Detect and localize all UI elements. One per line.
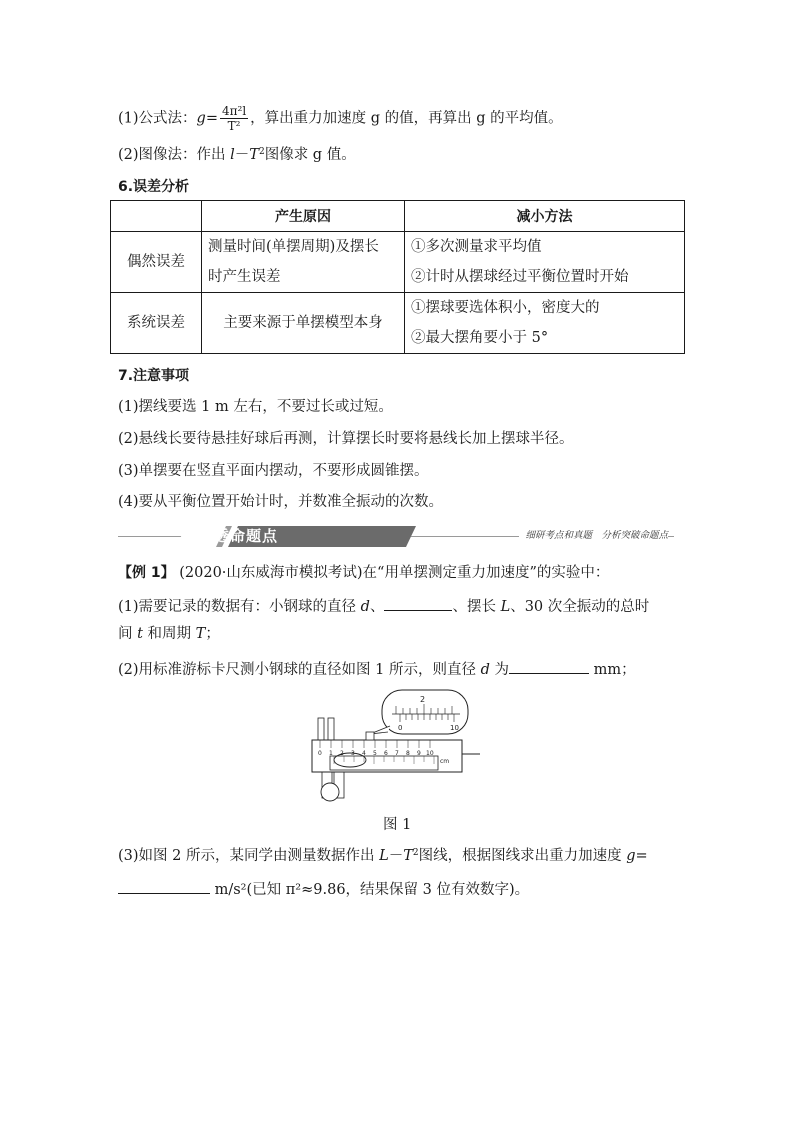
- main-scale-label: 0: [318, 750, 322, 757]
- main-scale-label: 6: [384, 750, 388, 757]
- error-type-cell: 偶然误差: [111, 232, 202, 293]
- table-row: [111, 293, 685, 354]
- zoom-bottom-label: 10: [450, 724, 459, 732]
- table-header-cell: 减小方法: [405, 201, 685, 232]
- main-scale-label: 8: [406, 750, 410, 757]
- example-label: 【例 1】: [118, 565, 175, 581]
- answer-blank-2[interactable]: [509, 657, 589, 674]
- example-intro-line: 【例 1】 (2020·山东威海市模拟考试)在“用单摆测定重力加速度”的实验中：: [118, 565, 610, 581]
- section-banner: [118, 523, 674, 549]
- answer-blank-3[interactable]: [118, 877, 210, 894]
- main-scale-label: 3: [351, 750, 355, 757]
- error-cause-cell: 主要来源于单摆模型本身: [202, 293, 405, 354]
- answer-blank-1[interactable]: [384, 594, 452, 611]
- graph-method-line: (2)图像法：作出 $l-T^2$图像求 g 值。: [118, 147, 356, 163]
- error-remedy-cell: ①摆球要选体积小，密度大的 ②最大摆角要小于 5°: [405, 293, 685, 354]
- main-scale-label: 9: [417, 750, 421, 757]
- unit-label: cm: [440, 758, 450, 765]
- error-type-cell: 系统误差: [111, 293, 202, 354]
- zoom-top-label: 2: [420, 695, 426, 704]
- question-3-line: (3)如图 2 所示，某同学由测量数据作出 $L-T^2$图线，根据图线求出重力加速度 g=: [118, 848, 648, 864]
- main-scale-label: 5: [373, 750, 377, 757]
- table-row: [111, 232, 685, 293]
- banner-title: 研透命题点: [198, 527, 279, 545]
- table-header-cell: 产生原因: [202, 201, 405, 232]
- error-analysis-table: [110, 200, 685, 354]
- question-1-line-2: 间 t 和周期 T；: [118, 626, 220, 642]
- list-item: (1)摆线要选 1 m 左右，不要过长或过短。: [118, 399, 393, 415]
- main-scale-label: 1: [329, 750, 333, 757]
- main-scale-label: 4: [362, 750, 366, 757]
- main-scale-label: 10: [426, 750, 434, 757]
- table-header-cell: [111, 201, 202, 232]
- vernier-caliper-figure: [300, 688, 500, 808]
- question-3-line-2: m/s²(已知 π²≈9.86，结果保留 3 位有效数字)。: [118, 877, 529, 900]
- error-cause-cell: 测量时间(单摆周期)及摆长 时产生误差: [202, 232, 405, 293]
- error-remedy-cell: ①多次测量求平均值 ②计时从摆球经过平衡位置时开始: [405, 232, 685, 293]
- zoom-bottom-label: 0: [398, 724, 403, 732]
- question-1-line: (1)需要记录的数据有：小钢球的直径 d、 、摆长 L、30 次全振动的总时: [118, 594, 649, 617]
- main-scale-label: 2: [340, 750, 344, 757]
- list-item: (2)悬线长要待悬挂好球后再测，计算摆长时要将悬线长加上摆球半径。: [118, 431, 574, 447]
- main-scale-label: 7: [395, 750, 399, 757]
- question-2-line: (2)用标准游标卡尺测小钢球的直径如图 1 所示，则直径 d 为 mm；: [118, 657, 636, 680]
- notes-heading: 7.注意事项: [118, 368, 190, 384]
- table-header-row: [111, 201, 685, 232]
- list-item: (3)单摆要在竖直平面内摆动，不要形成圆锥摆。: [118, 463, 429, 479]
- banner-subtitle: 细研考点和真题 分析突破命题点: [519, 527, 668, 541]
- error-analysis-heading: 6.误差分析: [118, 179, 190, 195]
- formula-numerator: 4π²l: [222, 104, 247, 118]
- figure-caption: 图 1: [383, 817, 412, 833]
- list-item: (4)要从平衡位置开始计时，并数准全振动的次数。: [118, 494, 444, 510]
- formula-fraction: [220, 104, 248, 133]
- formula-denominator: T²: [227, 119, 241, 133]
- formula-method-line: (1)公式法：g= $\frac{\text{4π²l}}{\text{T²}}$ ，算出重力加速度 g 的值，再算出 g 的平均值。: [118, 104, 563, 133]
